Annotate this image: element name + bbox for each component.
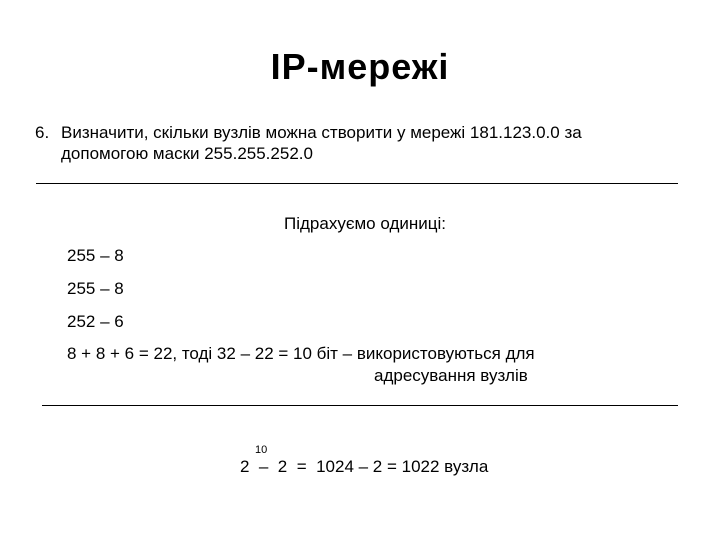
sum-line-2: адресування вузлів xyxy=(374,366,528,385)
divider-bottom xyxy=(42,405,678,406)
formula-expression: 2 – 2 = 1024 – 2 = 1022 вузла xyxy=(240,457,489,476)
solution-subtitle: Підрахуємо одиниці: xyxy=(284,214,446,233)
divider-top xyxy=(36,183,678,184)
step-line-1: 255 – 8 xyxy=(67,246,124,265)
task-number: 6. xyxy=(35,123,50,142)
formula-exponent: 10 xyxy=(255,444,268,456)
sum-line-1: 8 + 8 + 6 = 22, тоді 32 – 22 = 10 біт – використовуються для xyxy=(67,344,535,363)
task-text-line-2: допомогою маски 255.255.252.0 xyxy=(61,144,313,163)
task-text xyxy=(61,122,681,164)
task-text-line-1: Визначити, скільки вузлів можна створити у мережі 181.123.0.0 за xyxy=(61,123,582,142)
slide-title: IP-мережі xyxy=(270,46,450,87)
step-line-3: 252 – 6 xyxy=(67,312,124,331)
step-line-2: 255 – 8 xyxy=(67,279,124,298)
